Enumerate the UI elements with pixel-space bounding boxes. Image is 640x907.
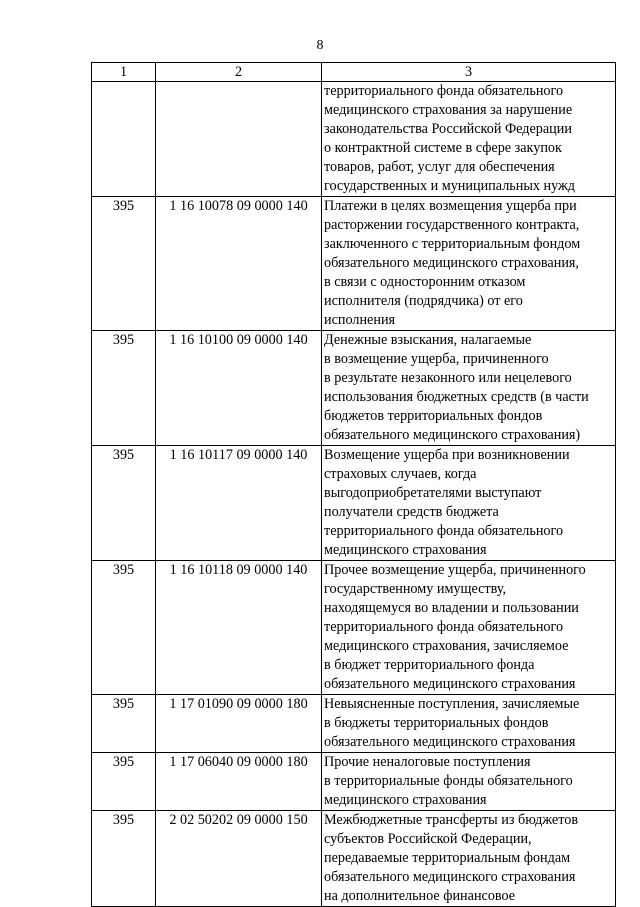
admin-code-cell: 395 [92, 197, 156, 331]
description-line: Денежные взыскания, налагаемые [324, 332, 532, 348]
revenue-description-cell [322, 82, 616, 197]
description-line: медицинского страхования за нарушение [324, 102, 573, 118]
description-line: Возмещение ущерба при возникновении [324, 447, 570, 463]
revenue-description-cell [322, 811, 616, 907]
budget-classification-code-cell: 1 16 10117 09 0000 140 [156, 446, 322, 561]
revenue-codes-table [91, 62, 616, 907]
description-line: Прочее возмещение ущерба, причиненного [324, 562, 586, 578]
description-line: медицинского страхования, зачисляемое [324, 638, 569, 654]
revenue-description-cell [322, 331, 616, 446]
description-line: в бюджет территориального фонда [324, 657, 535, 673]
description-line: в территориальные фонды обязательного [324, 773, 573, 789]
page-number: 8 [316, 38, 324, 53]
budget-classification-code-cell: 1 17 06040 09 0000 180 [156, 753, 322, 811]
budget-classification-code-cell: 2 02 50202 09 0000 150 [156, 811, 322, 907]
admin-code-cell [92, 82, 156, 197]
table-body [92, 82, 616, 907]
budget-classification-code-cell: 1 17 01090 09 0000 180 [156, 695, 322, 753]
description-line: находящемуся во владении и пользовании [324, 600, 579, 616]
table-row [92, 197, 616, 331]
description-line: передаваемые территориальным фондам [324, 850, 571, 866]
description-line: о контрактной системе в сфере закупок [324, 140, 562, 156]
description-line: Межбюджетные трансферты из бюджетов [324, 812, 579, 828]
description-line: медицинского страхования [324, 792, 487, 808]
column-header-1: 1 [92, 63, 156, 82]
description-line: получатели средств бюджета [324, 504, 499, 520]
admin-code-cell: 395 [92, 695, 156, 753]
description-line: обязательного медицинского страхования) [324, 427, 581, 443]
description-line: в бюджеты территориальных фондов [324, 715, 549, 731]
description-line: законодательства Российской Федерации [324, 121, 572, 137]
description-line: обязательного медицинского страхования [324, 676, 576, 692]
admin-code-cell: 395 [92, 561, 156, 695]
description-line: в возмещение ущерба, причиненного [324, 351, 549, 367]
table-row [92, 446, 616, 561]
table-row [92, 811, 616, 907]
table-row [92, 331, 616, 446]
description-line: территориального фонда обязательного [324, 619, 564, 635]
description-line: использования бюджетных средств (в части [324, 389, 589, 405]
revenue-description-cell [322, 446, 616, 561]
description-line: в результате незаконного или нецелевого [324, 370, 572, 386]
revenue-description-cell [322, 753, 616, 811]
column-header-2: 2 [156, 63, 322, 82]
column-header-3: 3 [322, 63, 616, 82]
description-line: заключенного с территориальным фондом [324, 236, 581, 252]
admin-code-cell: 395 [92, 331, 156, 446]
table-header-row [92, 63, 616, 82]
description-line: расторжении государственного контракта, [324, 217, 580, 233]
description-line: Невыясненные поступления, зачисляемые [324, 696, 580, 712]
admin-code-cell: 395 [92, 753, 156, 811]
description-line: обязательного медицинского страхования [324, 734, 576, 750]
admin-code-cell: 395 [92, 811, 156, 907]
revenue-description-cell [322, 695, 616, 753]
description-line: Прочие неналоговые поступления [324, 754, 531, 770]
description-line: территориального фонда обязательного [324, 83, 564, 99]
table-row [92, 753, 616, 811]
description-line: исполнения [324, 312, 396, 328]
admin-code-cell: 395 [92, 446, 156, 561]
table-row [92, 695, 616, 753]
budget-classification-code-cell: 1 16 10118 09 0000 140 [156, 561, 322, 695]
description-line: обязательного медицинского страхования, [324, 255, 579, 271]
description-line: государственных и муниципальных нужд [324, 178, 576, 194]
description-line: выгодоприобретателями выступают [324, 485, 542, 501]
description-line: страховых случаев, когда [324, 466, 477, 482]
description-line: территориального фонда обязательного [324, 523, 564, 539]
description-line: государственному имуществу, [324, 581, 507, 597]
description-line: обязательного медицинского страхования [324, 869, 576, 885]
revenue-description-cell [322, 197, 616, 331]
description-line: медицинского страхования [324, 542, 487, 558]
description-line: товаров, работ, услуг для обеспечения [324, 159, 555, 175]
table-row [92, 561, 616, 695]
budget-classification-code-cell: 1 16 10100 09 0000 140 [156, 331, 322, 446]
budget-classification-code-cell [156, 82, 322, 197]
description-line: на дополнительное финансовое [324, 888, 516, 904]
description-line: исполнителя (подрядчика) от его [324, 293, 523, 309]
revenue-description-cell [322, 561, 616, 695]
description-line: субъектов Российской Федерации, [324, 831, 532, 847]
table-row [92, 82, 616, 197]
description-line: бюджетов территориальных фондов [324, 408, 543, 424]
budget-classification-code-cell: 1 16 10078 09 0000 140 [156, 197, 322, 331]
description-line: в связи с односторонним отказом [324, 274, 526, 290]
description-line: Платежи в целях возмещения ущерба при [324, 198, 577, 214]
